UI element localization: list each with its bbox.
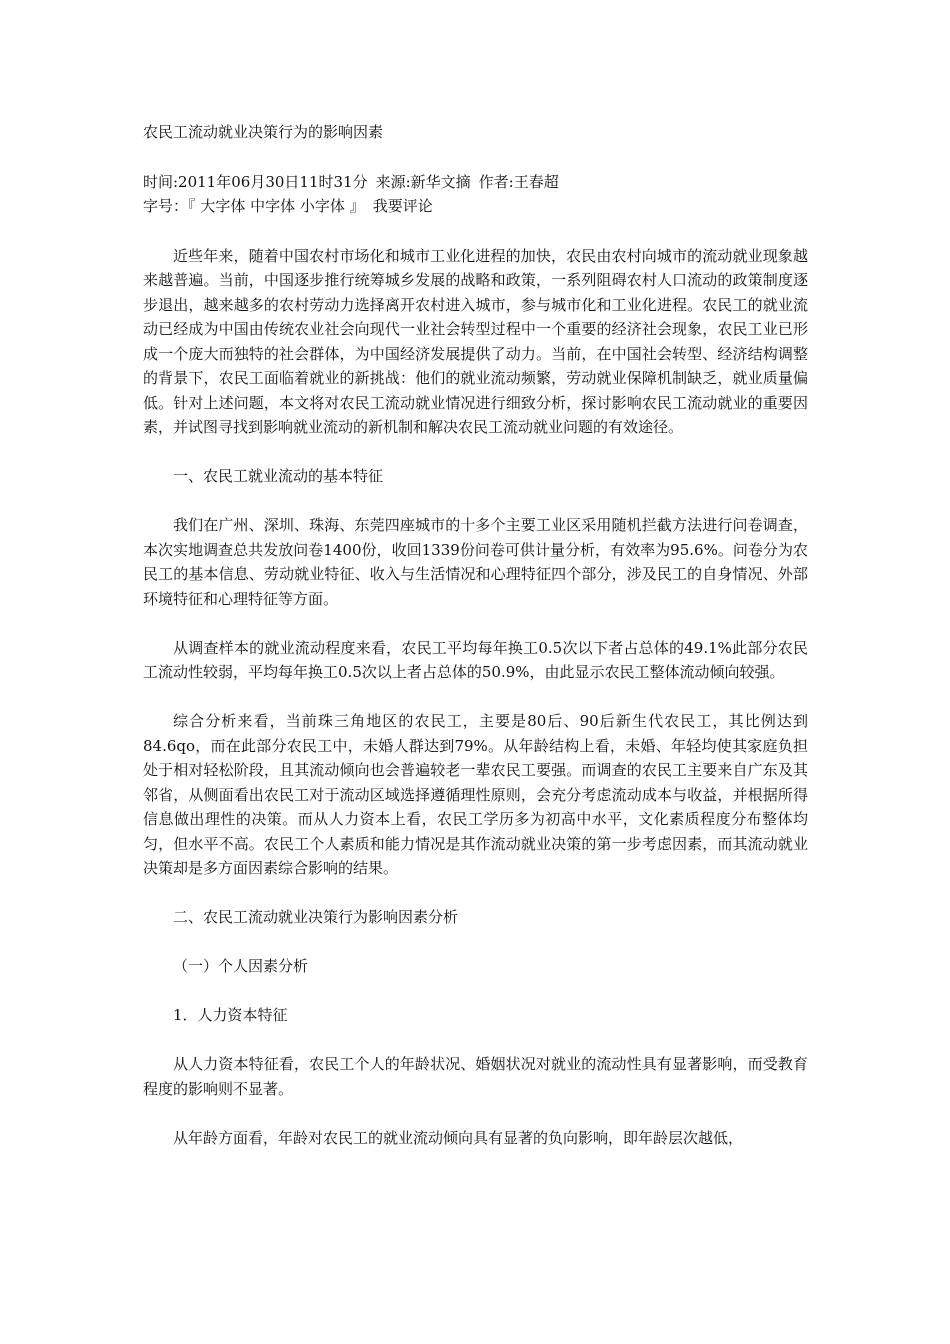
comment-link[interactable]: 我要评论 xyxy=(372,197,433,215)
font-size-small-link[interactable]: 小字体 xyxy=(299,197,345,215)
font-size-medium-link[interactable]: 中字体 xyxy=(250,197,296,215)
font-size-large-link[interactable]: 大字体 xyxy=(200,197,246,215)
paragraph-human-capital: 从人力资本特征看，农民工个人的年龄状况、婚姻状况对就业的流动性具有显著影响，而受教育程度的影响则不显著。 xyxy=(143,1055,808,1098)
section-heading-1: 一、农民工就业流动的基本特征 xyxy=(173,467,384,485)
paragraph-analysis: 综合分析来看，当前珠三角地区的农民工，主要是80后、90后新生代农民工，其比例达到84.6qo，而在此部分农民工中，未婚人群达到79%。从年龄结构上看，未婚、年轻均使其家庭负担处于相对轻松阶段，且其流动倾向也会普遍较老一辈农民工要强。而调查的农民工主要来自广东及其邻省，从侧面看出农民工对于流动区域选择遵循理性原则，会充分考虑流动成本与收益，并根据所得信息做出理性的决策。而从人力资本上看，农民工学历多为初高中水平，文化素质程度分布整体均匀，但水平不高。农民工个人素质和能力情况是其作流动就业决策的第一步考虑因素，而其流动就业决策却是多方面因素综合影响的结果。 xyxy=(143,712,808,877)
subsection-heading-1: （一）个人因素分析 xyxy=(173,957,309,975)
article xyxy=(143,120,808,1175)
font-size-close-bracket: 』 xyxy=(349,197,365,215)
article-title: 农民工流动就业决策行为的影响因素 xyxy=(143,123,384,141)
font-size-row xyxy=(143,194,808,219)
paragraph-mobility: 从调查样本的就业流动程度来看，农民工平均每年换工0.5次以下者占总体的49.1%此部分农民工流动性较弱，平均每年换工0.5次以上者占总体的50.9%，由此显示农民工整体流动倾向较强。 xyxy=(143,638,808,681)
font-size-open-bracket: 『 xyxy=(188,197,196,215)
publish-time: 时间:2011年06月30日11时31分 xyxy=(143,172,368,191)
subsubsection-heading-1: 1．人力资本特征 xyxy=(173,1006,288,1024)
font-size-label: 字号： xyxy=(143,197,189,215)
paragraph-intro: 近些年来，随着中国农村市场化和城市工业化进程的加快，农民由农村向城市的流动就业现象越来越普遍。当前，中国逐步推行统筹城乡发展的战略和政策，一系列阻碍农村人口流动的政策制度逐步退出，越来越多的农村劳动力选择离开农村进入城市，参与城市化和工业化进程。农民工的就业流动已经成为中国由传统农业社会向现代一业社会转型过程中一个重要的经济社会现象，农民工业已形成一个庞大而独特的社会群体，为中国经济发展提供了动力。当前，在中国社会转型、经济结构调整的背景下，农民工面临着就业的新挑战：他们的就业流动频繁，劳动就业保障机制缺乏，就业质量偏低。针对上述问题，本文将对农民工流动就业情况进行细致分析，探讨影响农民工流动就业的重要因素，并试图寻找到影响就业流动的新机制和解决农民工流动就业问题的有效途径。 xyxy=(143,246,808,436)
article-author: 作者:王春超 xyxy=(478,172,559,191)
article-source: 来源:新华文摘 xyxy=(375,172,471,191)
article-meta xyxy=(143,170,808,219)
article-body xyxy=(143,244,808,1151)
paragraph-age: 从年龄方面看，年龄对农民工的就业流动倾向具有显著的负向影响，即年龄层次越低， xyxy=(173,1128,744,1147)
section-heading-2: 二、农民工流动就业决策行为影响因素分析 xyxy=(173,908,459,926)
paragraph-survey: 我们在广州、深圳、珠海、东莞四座城市的十多个主要工业区采用随机拦截方法进行问卷调查，本次实地调查总共发放问卷1400份，收回1339份问卷可供计量分析，有效率为95.6%。问卷分为农民工的基本信息、劳动就业特征、收入与生活情况和心理特征四个部分，涉及民工的自身情况、外部环境特征和心理特征等方面。 xyxy=(143,516,808,608)
meta-line xyxy=(143,170,808,195)
